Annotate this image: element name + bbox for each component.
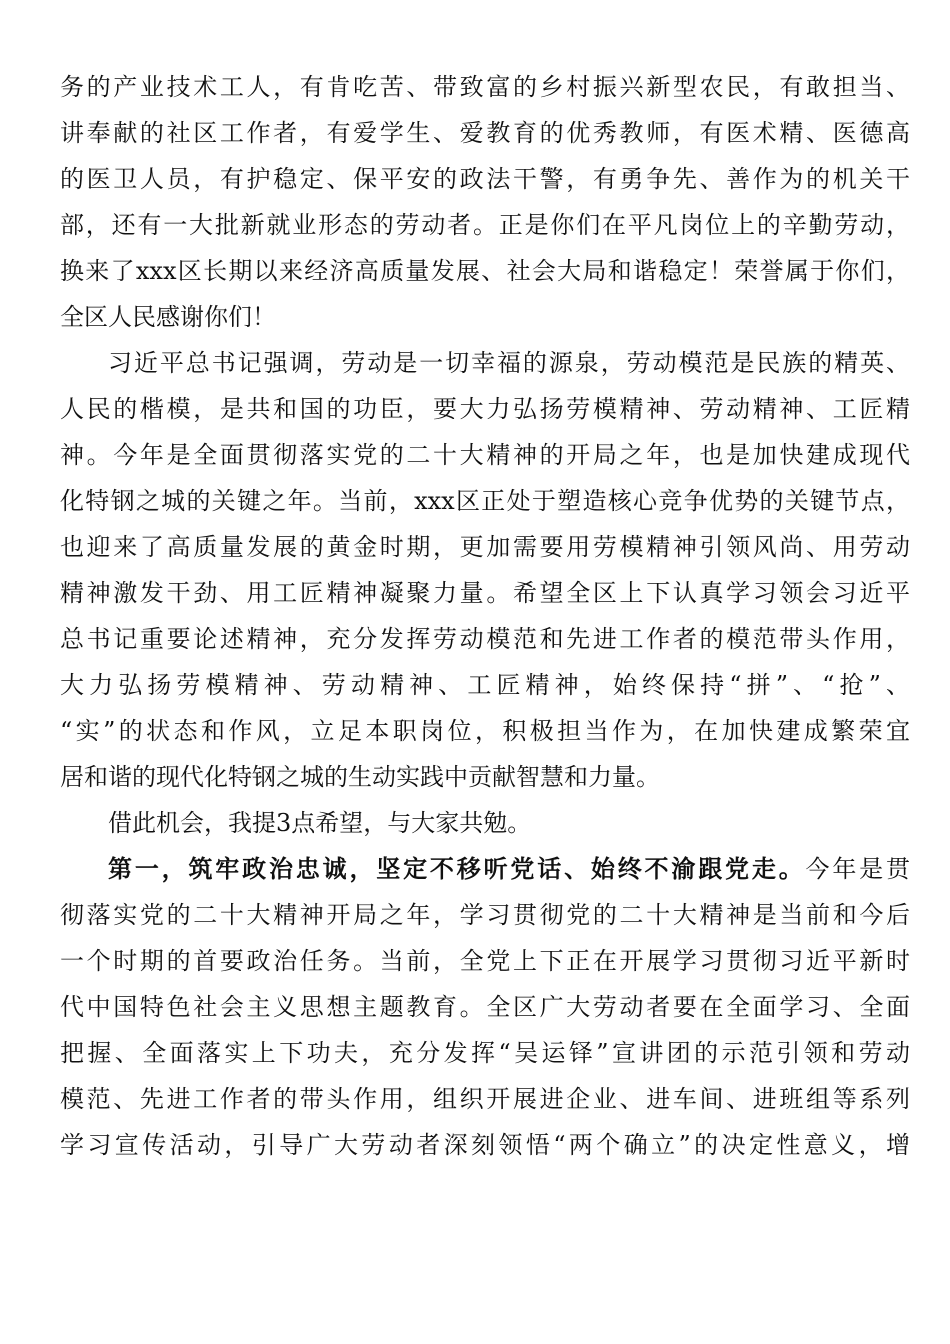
text-line: 化特钢之城的关键之年。当前，xxx区正处于塑造核心竞争优势的关键节点， — [60, 487, 910, 515]
text-line: 大力弘扬劳模精神、劳动精神、工匠精神，始终保持“拼”、“抢”、 — [60, 671, 910, 699]
section-heading-continuation: 今年是贯 — [805, 855, 910, 883]
document-body — [60, 64, 910, 1168]
text-line: 换来了xxx区长期以来经济高质量发展、社会大局和谐稳定！荣誉属于你们， — [60, 257, 910, 285]
text-line: 代中国特色社会主义思想主题教育。全区广大劳动者要在全面学习、全面 — [60, 993, 910, 1021]
section-heading-line — [60, 846, 910, 892]
text-line: 人民的楷模，是共和国的功臣，要大力弘扬劳模精神、劳动精神、工匠精 — [60, 395, 910, 423]
text-line: “实”的状态和作风，立足本职岗位，积极担当作为，在加快建成繁荣宜 — [60, 717, 910, 745]
text-line: 全区人民感谢你们！ — [60, 303, 276, 331]
text-line: 的医卫人员，有护稳定、保平安的政法干警，有勇争先、善作为的机关干 — [60, 165, 910, 193]
text-line: 一个时期的首要政治任务。当前，全党上下正在开展学习贯彻习近平新时 — [60, 947, 910, 975]
text-line: 也迎来了高质量发展的黄金时期，更加需要用劳模精神引领风尚、用劳动 — [60, 533, 910, 561]
text-line: 居和谐的现代化特钢之城的生动实践中贡献智慧和力量。 — [60, 763, 660, 791]
text-line: 精神激发干劲、用工匠精神凝聚力量。希望全区上下认真学习领会习近平 — [60, 579, 910, 607]
text-line: 务的产业技术工人，有肯吃苦、带致富的乡村振兴新型农民，有敢担当、 — [60, 73, 910, 101]
text-line: 部，还有一大批新就业形态的劳动者。正是你们在平凡岗位上的辛勤劳动， — [60, 211, 910, 239]
text-line: 学习宣传活动，引导广大劳动者深刻领悟“两个确立”的决定性意义，增 — [60, 1131, 910, 1159]
text-line: 把握、全面落实上下功夫，充分发挥“吴运铎”宣讲团的示范引领和劳动 — [60, 1039, 910, 1067]
text-line: 彻落实党的二十大精神开局之年，学习贯彻党的二十大精神是当前和今后 — [60, 901, 910, 929]
text-line: 模范、先进工作者的带头作用，组织开展进企业、进车间、进班组等系列 — [60, 1085, 910, 1113]
text-line: 讲奉献的社区工作者，有爱学生、爱教育的优秀教师，有医术精、医德高 — [60, 119, 910, 147]
paragraph-start-line: 习近平总书记强调，劳动是一切幸福的源泉，劳动模范是民族的精英、 — [108, 349, 910, 377]
text-line: 总书记重要论述精神，充分发挥劳动模范和先进工作者的模范带头作用， — [60, 625, 910, 653]
text-line: 神。今年是全面贯彻落实党的二十大精神的开局之年，也是加快建成现代 — [60, 441, 910, 469]
paragraph-start-line: 借此机会，我提3点希望，与大家共勉。 — [108, 809, 532, 837]
section-heading: 第一，筑牢政治忠诚，坚定不移听党话、始终不渝跟党走。 — [108, 854, 806, 883]
